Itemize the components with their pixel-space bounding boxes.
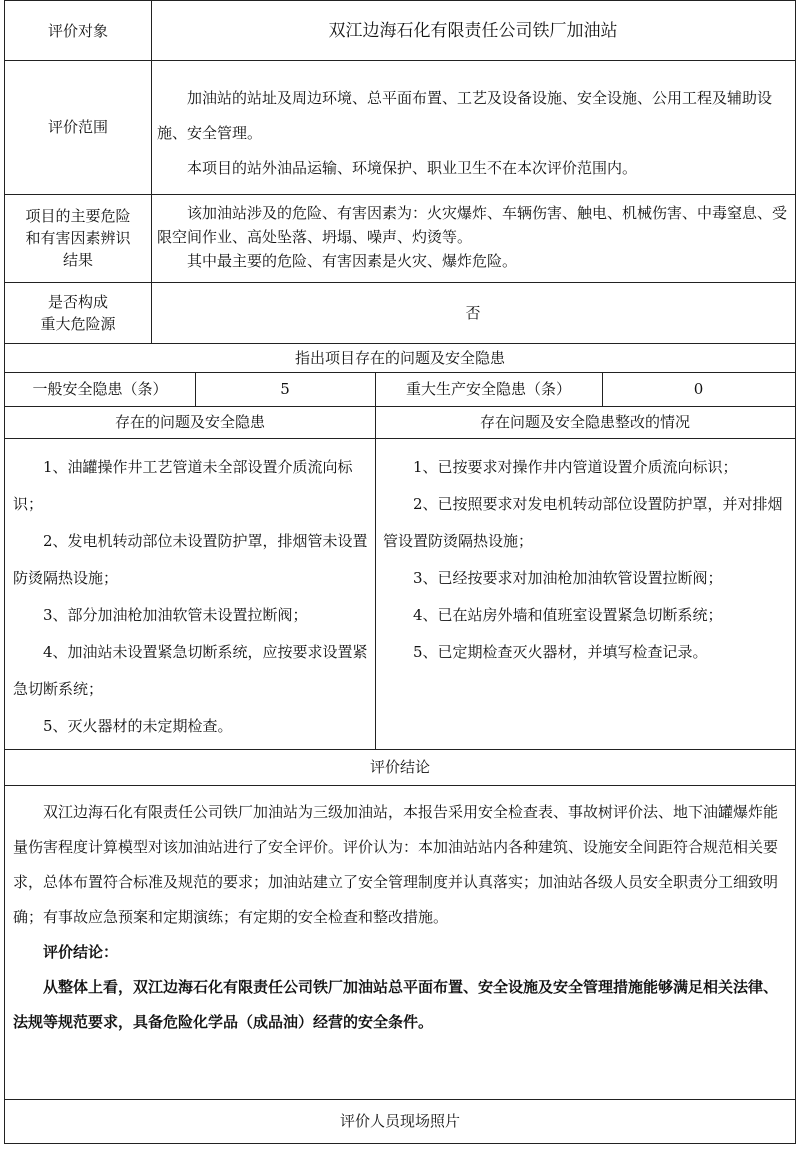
major-hazard-value: 否 <box>465 303 481 322</box>
fix-item: 1、已按要求对操作井内管道设置介质流向标识； <box>413 458 738 476</box>
hazards-paragraph: 该加油站涉及的危险、有害因素为：火灾爆炸、车辆伤害、触电、机械伤害、中毒窒息、受限空间作业、高处坠落、坍塌、噪声、灼烫等。 <box>157 204 788 246</box>
photos-section-header: 评价人员现场照片 <box>339 1112 460 1130</box>
object-value: 双江边海石化有限责任公司铁厂加油站 <box>328 20 618 41</box>
conclusion-text <box>13 795 789 1040</box>
hazards-paragraph: 其中最主要的危险、有害因素是火灾、爆炸危险。 <box>187 252 518 270</box>
major-hazard-label-line: 是否构成 <box>47 292 108 311</box>
conclusion-section-header: 评价结论 <box>369 758 430 776</box>
hazards-label-line: 和有害因素辨识 <box>25 229 131 247</box>
major-hazard-label-line: 重大危险源 <box>40 314 116 333</box>
object-label: 评价对象 <box>47 21 108 40</box>
scope-paragraph: 本项目的站外油品运输、环境保护、职业卫生不在本次评价范围内。 <box>187 159 638 177</box>
hazards-label-line: 结果 <box>62 251 93 269</box>
general-hazard-count-label: 一般安全隐患（条） <box>32 380 168 398</box>
issue-item: 2、发电机转动部位未设置防护罩，排烟管未设置防烫隔热设施； <box>13 532 368 587</box>
hazards-label <box>5 194 151 282</box>
scope-text <box>157 81 789 186</box>
scope-paragraph: 加油站的站址及周边环境、总平面布置、工艺及设备设施、安全设施、公用工程及辅助设施、安全管理。 <box>157 89 773 142</box>
hazards-label-line: 项目的主要危险 <box>25 207 131 225</box>
conclusion-final: 从整体上看，双江边海石化有限责任公司铁厂加油站总平面布置、安全设施及安全管理措施能够满足相关法律、法规等规范要求，具备危险化学品（成品油）经营的安全条件。 <box>13 978 779 1031</box>
major-hazard-label <box>5 282 151 343</box>
fix-item: 5、已定期检查灭火器材，并填写检查记录。 <box>413 643 708 661</box>
major-hazard-count-label: 重大生产安全隐患（条） <box>405 380 571 398</box>
issue-item: 1、油罐操作井工艺管道未全部设置介质流向标识； <box>13 458 353 513</box>
fix-item: 4、已在站房外墙和值班室设置紧急切断系统； <box>413 606 723 624</box>
major-hazard-count-value: 0 <box>693 380 704 398</box>
issue-item: 3、部分加油枪加油软管未设置拉断阀； <box>43 606 308 624</box>
fixes-list <box>383 449 789 671</box>
issue-item: 4、加油站未设置紧急切断系统，应按要求设置紧急切断系统； <box>13 643 368 698</box>
issues-column-header: 存在的问题及安全隐患 <box>114 413 265 431</box>
issue-item: 5、灭火器材的未定期检查。 <box>43 717 233 735</box>
fix-item: 3、已经按要求对加油枪加油软管设置拉断阀； <box>413 569 723 587</box>
conclusion-label: 评价结论： <box>43 943 119 961</box>
general-hazard-count-value: 5 <box>280 380 290 398</box>
issues-list <box>13 449 369 745</box>
issues-section-header: 指出项目存在的问题及安全隐患 <box>294 348 505 367</box>
scope-label: 评价范围 <box>47 118 108 136</box>
fixes-column-header: 存在问题及安全隐患整改的情况 <box>479 413 690 431</box>
evaluation-table <box>4 0 796 1144</box>
hazards-text <box>157 201 789 273</box>
fix-item: 2、已按照要求对发电机转动部位设置防护罩，并对排烟管设置防烫隔热设施； <box>383 495 783 550</box>
conclusion-body: 双江边海石化有限责任公司铁厂加油站为三级加油站，本报告采用安全检查表、事故树评价法、地下油罐爆炸能量伤害程度计算模型对该加油站进行了安全评价。评价认为：本加油站站内各种建筑、设施安全间距符合规范相关要求，总体布置符合标准及规范的要求；加油站建立了安全管理制度并认真落实；加油站各级人员安全职责分工细致明确；有事故应急预案和定期演练；有定期的安全检查和整改措施。 <box>13 803 779 926</box>
